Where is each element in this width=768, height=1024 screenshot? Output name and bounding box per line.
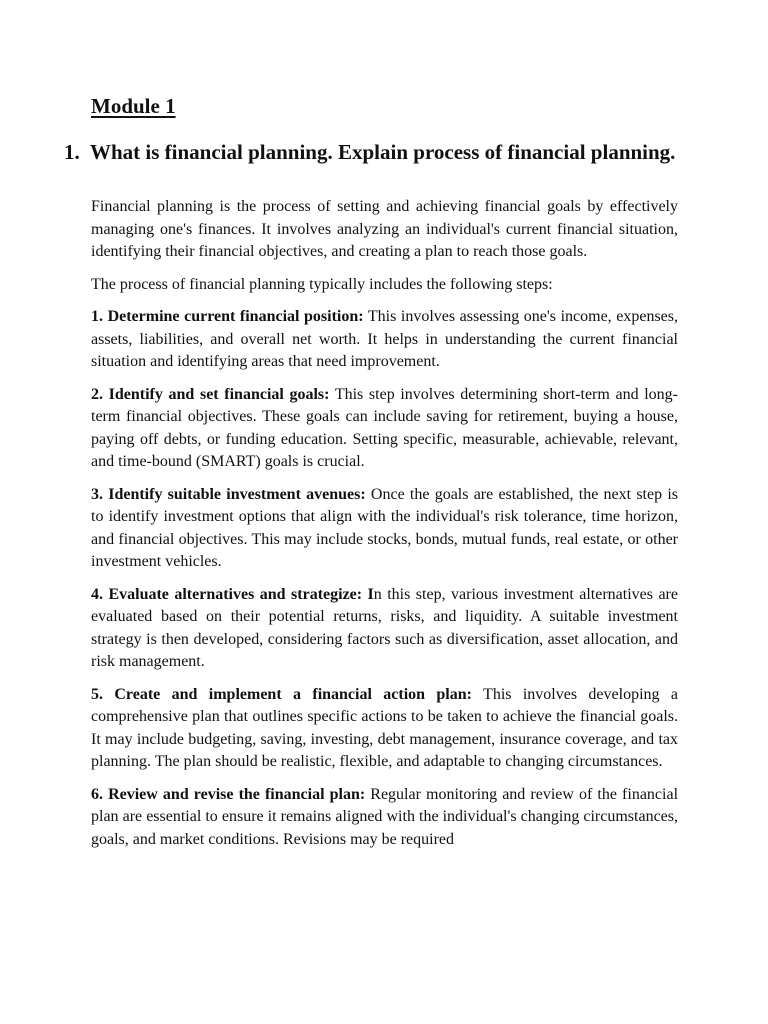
step-heading: 2. Identify and set financial goals:	[91, 385, 330, 403]
question-heading	[64, 138, 678, 167]
steps-intro-paragraph: The process of financial planning typically includes the following steps:	[91, 275, 553, 293]
step-text: This involves assessing one's income, expenses, assets, liabilities, and overall net worth. It helps in understanding the current financial situation and identifying areas that need improvement.	[91, 308, 678, 370]
intro-paragraph: Financial planning is the process of setting and achieving financial goals by effectively managing one's finances. It involves analyzing an individual's current financial situation, identifying their financial objectives, and creating a plan to reach those goals.	[91, 198, 678, 260]
question-number: 1.	[64, 140, 80, 164]
step-text: Regular monitoring and review of the financial plan are essential to ensure it remains aligned with the individual's changing circumstances, goals, and market conditions. Revisions may be required	[91, 785, 679, 848]
step-text: Once the goals are established, the next step is to identify investment options that align with the individual's risk tolerance, time horizon, and financial objectives. This may include stocks, bonds, mutual funds, real estate, or other investment vehicles.	[91, 485, 679, 570]
step-paragraph	[91, 484, 678, 574]
step-paragraph	[91, 584, 678, 674]
step-heading: 6. Review and revise the financial plan:	[91, 785, 366, 803]
module-title: Module 1	[91, 94, 176, 118]
step-heading: 1. Determine current financial position:	[91, 308, 364, 325]
step-text: This involves developing a comprehensive plan that outlines specific actions to be taken to achieve the financial goals. It may include budgeting, saving, investing, debt management, insurance coverage, and tax planning. The plan should be realistic, flexible, and adaptable to changing circumstances.	[91, 685, 678, 770]
step-paragraph	[91, 306, 678, 374]
question-text: What is financial planning. Explain process of financial planning.	[90, 140, 676, 164]
answer-body	[91, 196, 678, 861]
step-heading: 5. Create and implement a financial action plan:	[91, 685, 472, 703]
step-heading: 4. Evaluate alternatives and strategize: I	[91, 585, 374, 603]
step-paragraph	[91, 784, 678, 852]
step-paragraph	[91, 684, 678, 774]
step-text: n this step, various investment alternatives are evaluated based on their potential returns, risks, and liquidity. A suitable investment strategy is then developed, considering factors such as diversification, asset allocation, and risk management.	[91, 585, 678, 670]
step-paragraph	[91, 384, 678, 474]
step-heading: 3. Identify suitable investment avenues:	[91, 485, 366, 503]
step-text: This step involves determining short-term and long-term financial objectives. These goals can include saving for retirement, buying a house, paying off debts, or funding education. Setting specific, measurable, achievable, relevant, and time-bound (SMART) goals is crucial.	[91, 385, 678, 470]
